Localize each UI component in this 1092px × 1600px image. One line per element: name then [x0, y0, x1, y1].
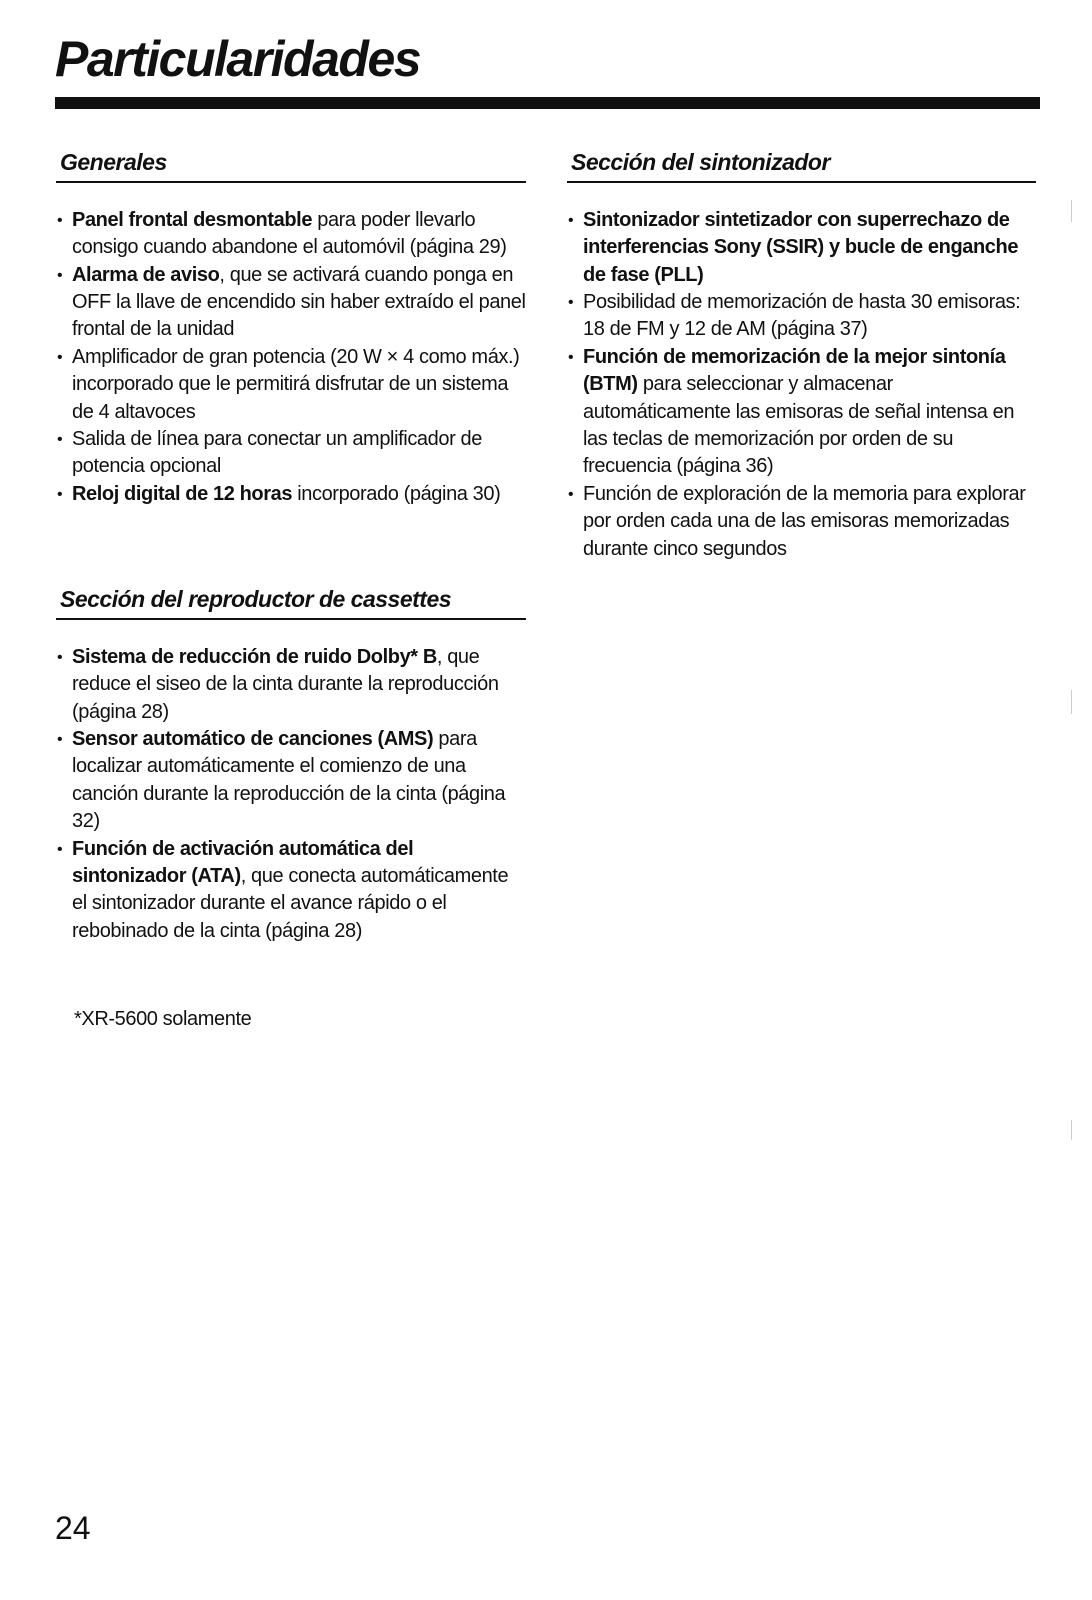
item-text: , que se activará cuando ponga en OFF la llave de encendido sin haber extraído el panel frontal de la unidad: [72, 263, 526, 341]
section-sintonizador: [567, 148, 1037, 563]
item-text: Amplificador de gran potencia (20 W × 4 como máx.) incorporado que le permitirá disfrutar de un sistema de 4 altavoces: [72, 345, 520, 423]
item-text: para localizar automáticamente el comienzo de una canción durante la reproducción de la cinta (página 32): [72, 727, 506, 833]
item-bold: Sintonizador sintetizador con superrechazo de interferencias Sony (SSIR) y bucle de enganche de fase (PLL): [583, 208, 1019, 286]
list-item: [567, 289, 1037, 344]
section-cassette: [56, 585, 526, 945]
item-bold: Sensor automático de canciones (AMS): [72, 727, 434, 750]
section-heading-sintonizador: Sección del sintonizador: [567, 148, 1036, 183]
item-text: para poder llevarlo consigo cuando abandone el automóvil (página 29): [72, 208, 507, 259]
item-bold: Reloj digital de 12 horas: [72, 482, 293, 505]
feature-list-sintonizador: [567, 207, 1037, 563]
section-heading-cassette: Sección del reproductor de cassettes: [56, 585, 526, 620]
page-number: 24: [55, 1510, 91, 1546]
item-text: Función de exploración de la memoria para explorar por orden cada una de las emisoras memorizadas durante cinco segundos: [583, 482, 1026, 560]
item-bold: Panel frontal desmontable: [72, 208, 313, 231]
list-item: [56, 726, 526, 836]
list-item: [56, 262, 526, 344]
item-bold: Función de activación automática del sintonizador (ATA): [72, 837, 414, 887]
section-heading-generales: Generales: [56, 148, 526, 183]
scan-edge-mark: [1071, 690, 1072, 714]
list-item: [56, 344, 526, 426]
list-item: [567, 207, 1037, 289]
item-bold: Alarma de aviso: [72, 263, 220, 286]
footnote: *XR-5600 solamente: [74, 1008, 252, 1030]
item-bold: Sistema de reducción de ruido Dolby* B: [72, 645, 437, 668]
item-text: Salida de línea para conectar un amplificador de potencia opcional: [72, 428, 482, 478]
list-item: [567, 344, 1037, 481]
item-text: incorporado (página 30): [292, 482, 501, 505]
title-rule: [55, 97, 1040, 109]
page-title: Particularidades: [55, 31, 421, 87]
list-item: [56, 481, 526, 508]
item-text: , que conecta automáticamente el sintonizador durante el avance rápido o el rebobinado de la cinta (página 28): [72, 865, 509, 942]
list-item: [56, 207, 526, 262]
list-item: [567, 481, 1037, 563]
scan-edge-mark: [1071, 1120, 1072, 1140]
item-text: , que reduce el siseo de la cinta durante la reproducción (página 28): [72, 645, 499, 723]
item-bold: Función de memorización de la mejor sintonía (BTM): [583, 345, 1006, 396]
list-item: [56, 426, 526, 481]
item-text: Posibilidad de memorización de hasta 30 emisoras: 18 de FM y 12 de AM (página 37): [583, 290, 1021, 341]
feature-list-generales: [56, 207, 526, 508]
section-generales: [56, 148, 526, 508]
list-item: [56, 644, 526, 726]
item-text: para seleccionar y almacenar automáticamente las emisoras de señal intensa en las teclas de memorización por orden de su frecuencia (página 36): [583, 373, 1015, 478]
scan-edge-mark: [1071, 200, 1072, 222]
feature-list-cassette: [56, 644, 526, 945]
list-item: [56, 836, 526, 946]
